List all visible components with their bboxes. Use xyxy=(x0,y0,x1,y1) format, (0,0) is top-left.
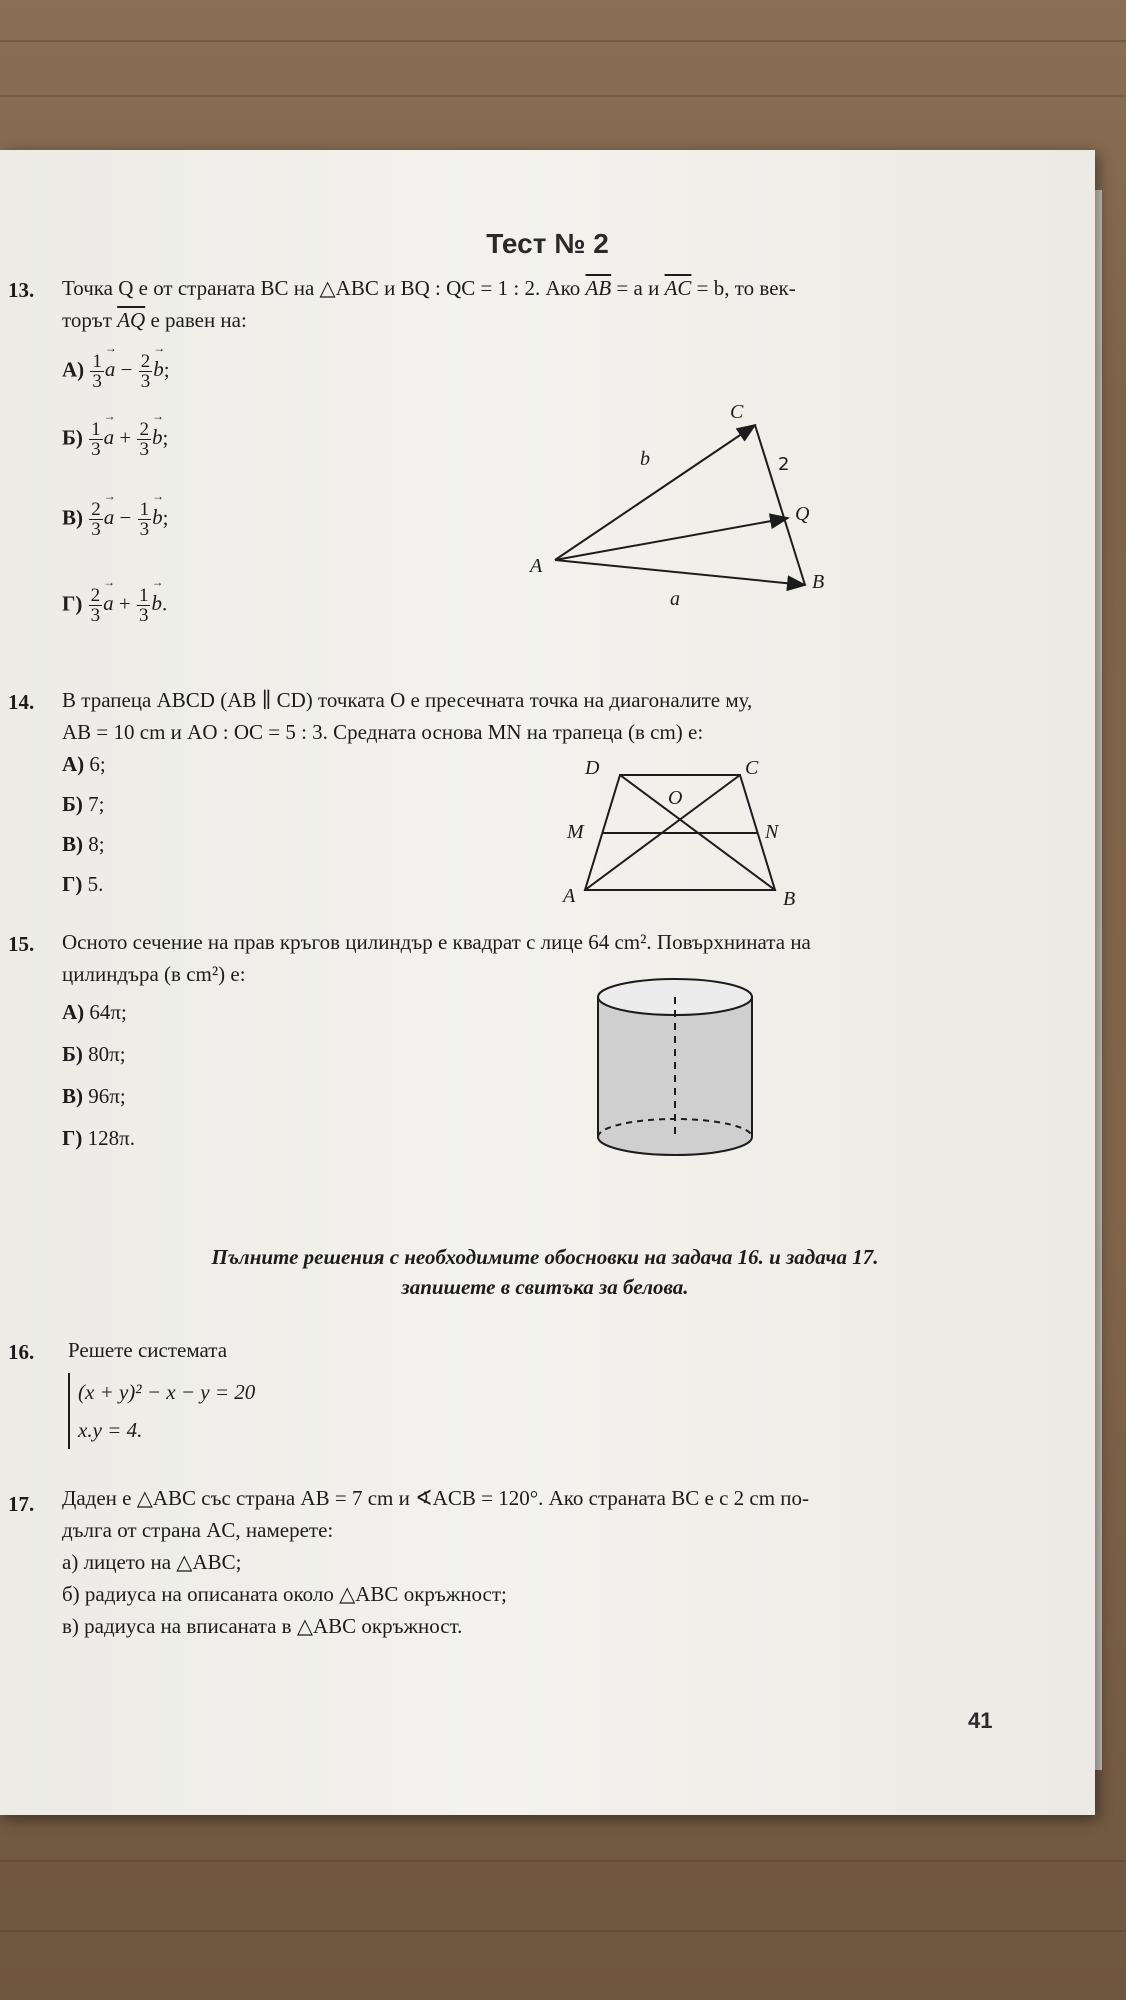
q15-option-a[interactable]: А) 64π; xyxy=(62,1000,127,1024)
vector-ab: $\overline{AB}$ xyxy=(585,276,612,300)
q13-number: 13. xyxy=(8,278,35,302)
q16-number: 16. xyxy=(8,1340,35,1364)
q15-option-v[interactable]: В) 96π; xyxy=(62,1084,126,1108)
side-ac-vector xyxy=(555,425,755,560)
q13-option-g[interactable]: Г) $\frac{2}{3}$ → a + $\frac{1}{3}$ → b. xyxy=(62,586,167,625)
q13-option-b[interactable]: Б) $\frac{1}{3}$ → a + $\frac{2}{3}$ → b; xyxy=(62,420,168,459)
q15-option-b[interactable]: Б) 80π; xyxy=(62,1042,126,1066)
label-b: B xyxy=(783,888,796,910)
q13-option-v[interactable]: В) $\frac{2}{3}$ → a − $\frac{1}{3}$ → b; xyxy=(62,500,168,539)
label-b: B xyxy=(812,571,825,593)
instructions-note: Пълните решения с необходимите обосновки на задача 16. и задача 17. запишете в свитъка за белова. xyxy=(211,1245,879,1299)
label-d: D xyxy=(585,760,600,779)
q16-system: (x + y)² − x − y = 20 x.y = 4. xyxy=(68,1373,255,1449)
label-m: M xyxy=(567,821,584,843)
q14-statement: В трапеца ABCD (AB ∥ CD) точката O е пресечната точка на диагоналите му, AB = 10 cm и AO : OC = 5 : 3. Средната основа MN на трапеца (в cm) е: xyxy=(62,688,753,744)
page-number: 41 xyxy=(968,1708,993,1733)
handwritten-note: 2 xyxy=(778,454,790,475)
q17-statement: Даден е △ABC със страна AB = 7 cm и ∢ACB = 120°. Ако страната BC е с 2 cm по- дълга от страна AC, намерете: а) лицето на △ABC; б) радиуса на описаната около △ABC окръжност; в) радиуса на вписаната в △ABC окръжност. xyxy=(62,1486,810,1638)
q14-number: 14. xyxy=(8,690,35,714)
vector-aq: $\overline{AQ}$ xyxy=(117,308,146,332)
q14-trapezoid-figure xyxy=(545,760,825,910)
q17-number: 17. xyxy=(8,1492,35,1516)
label-vec-a: a xyxy=(670,588,680,610)
q17-item-v: в) радиуса на вписаната в △ABC окръжност. xyxy=(62,1614,463,1638)
q17-item-a: а) лицето на △ABC; xyxy=(62,1550,242,1574)
label-a: A xyxy=(563,885,576,907)
q15-number: 15. xyxy=(8,932,35,956)
side-ab-vector xyxy=(555,560,805,585)
label-c: C xyxy=(745,760,759,779)
test-title: Тест № 2 xyxy=(486,228,609,259)
label-vec-b: b xyxy=(640,448,650,470)
label-c: C xyxy=(730,401,744,423)
q14-option-g[interactable]: Г) 5. xyxy=(62,872,104,896)
q15-option-g[interactable]: Г) 128π. xyxy=(62,1126,135,1150)
label-n: N xyxy=(765,821,779,843)
q14-option-v[interactable]: В) 8; xyxy=(62,832,105,856)
q14-option-b[interactable]: Б) 7; xyxy=(62,792,105,816)
q15-cylinder-figure xyxy=(590,975,760,1170)
q13-triangle-figure xyxy=(510,380,830,620)
q14-option-a[interactable]: А) 6; xyxy=(62,752,106,776)
q13-option-a[interactable]: А) $\frac{1}{3}$ → a − $\frac{2}{3}$ → b; xyxy=(62,352,170,391)
vector-aq-line xyxy=(555,518,788,560)
q15-statement: Осното сечение на прав кръгов цилиндър е квадрат с лице 64 cm². Повърхнината на цилиндъра (в cm²) е: xyxy=(62,930,811,986)
q17-item-b: б) радиуса на описаната около △ABC окръжност; xyxy=(62,1582,507,1606)
q13-statement: Точка Q е от страната BC на △ABC и BQ : QC = 1 : 2. Ако $\overline{AB} = a$ и $\overline{AC} = b$, то век- торът $\overline{AQ}$ е равен на: xyxy=(62,276,796,332)
q16-statement: Решете системата xyxy=(68,1338,228,1362)
label-a: A xyxy=(530,555,543,577)
label-o: O xyxy=(668,787,683,809)
vector-ac: $\overline{AC}$ xyxy=(664,276,692,300)
label-q: Q xyxy=(795,503,810,525)
